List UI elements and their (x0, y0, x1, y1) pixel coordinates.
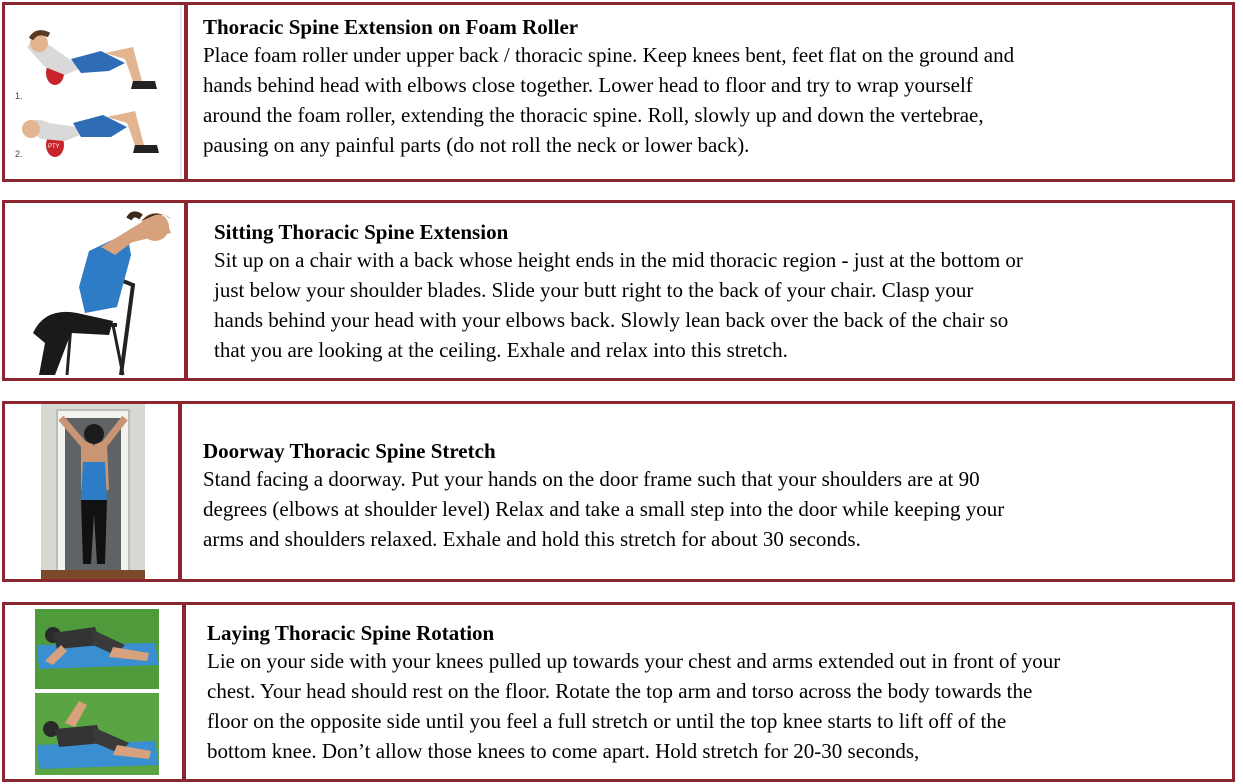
exercise-text-cell (188, 5, 1232, 179)
description-line: bottom knee. Don’t allow those knees to come apart. Hold stretch for 20-30 seconds, (207, 739, 920, 763)
description-line: chest. Your head should rest on the floor. Rotate the top arm and torso across the body towards the (207, 679, 1033, 703)
exercise-image-cell (5, 5, 188, 179)
exercise-card-foam-roller (2, 2, 1235, 182)
description-line: hands behind your head with your elbows back. Slowly lean back over the back of the chair so (214, 308, 1009, 332)
step-label: 1. (15, 91, 23, 101)
exercise-image-cell (5, 605, 186, 779)
description-line: that you are looking at the ceiling. Exhale and relax into this stretch. (214, 338, 788, 362)
exercise-description (207, 646, 1232, 766)
foam-roller-illustration-icon (5, 5, 184, 179)
exercise-text-cell (182, 404, 1232, 579)
description-line: Place foam roller under upper back / thoracic spine. Keep knees bent, feet flat on the ground and (203, 43, 1015, 67)
description-line: just below your shoulder blades. Slide your butt right to the back of your chair. Clasp your (214, 278, 974, 302)
brand-logo: PTY (48, 144, 60, 150)
doorway-stretch-photo-icon (5, 404, 178, 579)
description-line: Lie on your side with your knees pulled up towards your chest and arms extended out in front of your (207, 649, 1061, 673)
step-label: 2. (15, 149, 23, 159)
description-line: floor on the opposite side until you feel a full stretch or until the top knee starts to lift off of the (207, 709, 1007, 733)
exercise-card-laying-rotation (2, 602, 1235, 782)
exercise-text-cell (186, 605, 1232, 779)
description-line: Sit up on a chair with a back whose height ends in the mid thoracic region - just at the bottom or (214, 248, 1023, 272)
exercise-image-cell (5, 203, 188, 378)
exercise-image-cell (5, 404, 182, 579)
description-line: Stand facing a doorway. Put your hands on the door frame such that your shoulders are at 90 (203, 467, 980, 491)
exercise-card-sitting-extension (2, 200, 1235, 381)
exercise-card-doorway-stretch (2, 401, 1235, 582)
exercise-title: Thoracic Spine Extension on Foam Roller (203, 15, 579, 39)
description-line: hands behind head with elbows close together. Lower head to floor and try to wrap yourself (203, 73, 973, 97)
exercise-title: Doorway Thoracic Spine Stretch (203, 439, 496, 463)
exercise-title: Sitting Thoracic Spine Extension (214, 220, 509, 244)
chair-stretch-photo-icon (5, 203, 184, 378)
exercise-description (203, 40, 1232, 160)
exercise-title: Laying Thoracic Spine Rotation (207, 621, 495, 645)
description-line: degrees (elbows at shoulder level) Relax and take a small step into the door while keeping your (203, 497, 1005, 521)
description-line: pausing on any painful parts (do not roll the neck or lower back). (203, 133, 750, 157)
exercise-text-cell (188, 203, 1232, 378)
exercise-description (214, 245, 1232, 365)
laying-rotation-photo-icon (5, 605, 182, 779)
description-line: around the foam roller, extending the thoracic spine. Roll, slowly up and down the vertebrae, (203, 103, 984, 127)
description-line: arms and shoulders relaxed. Exhale and hold this stretch for about 30 seconds. (203, 527, 861, 551)
exercise-description (203, 464, 1232, 554)
